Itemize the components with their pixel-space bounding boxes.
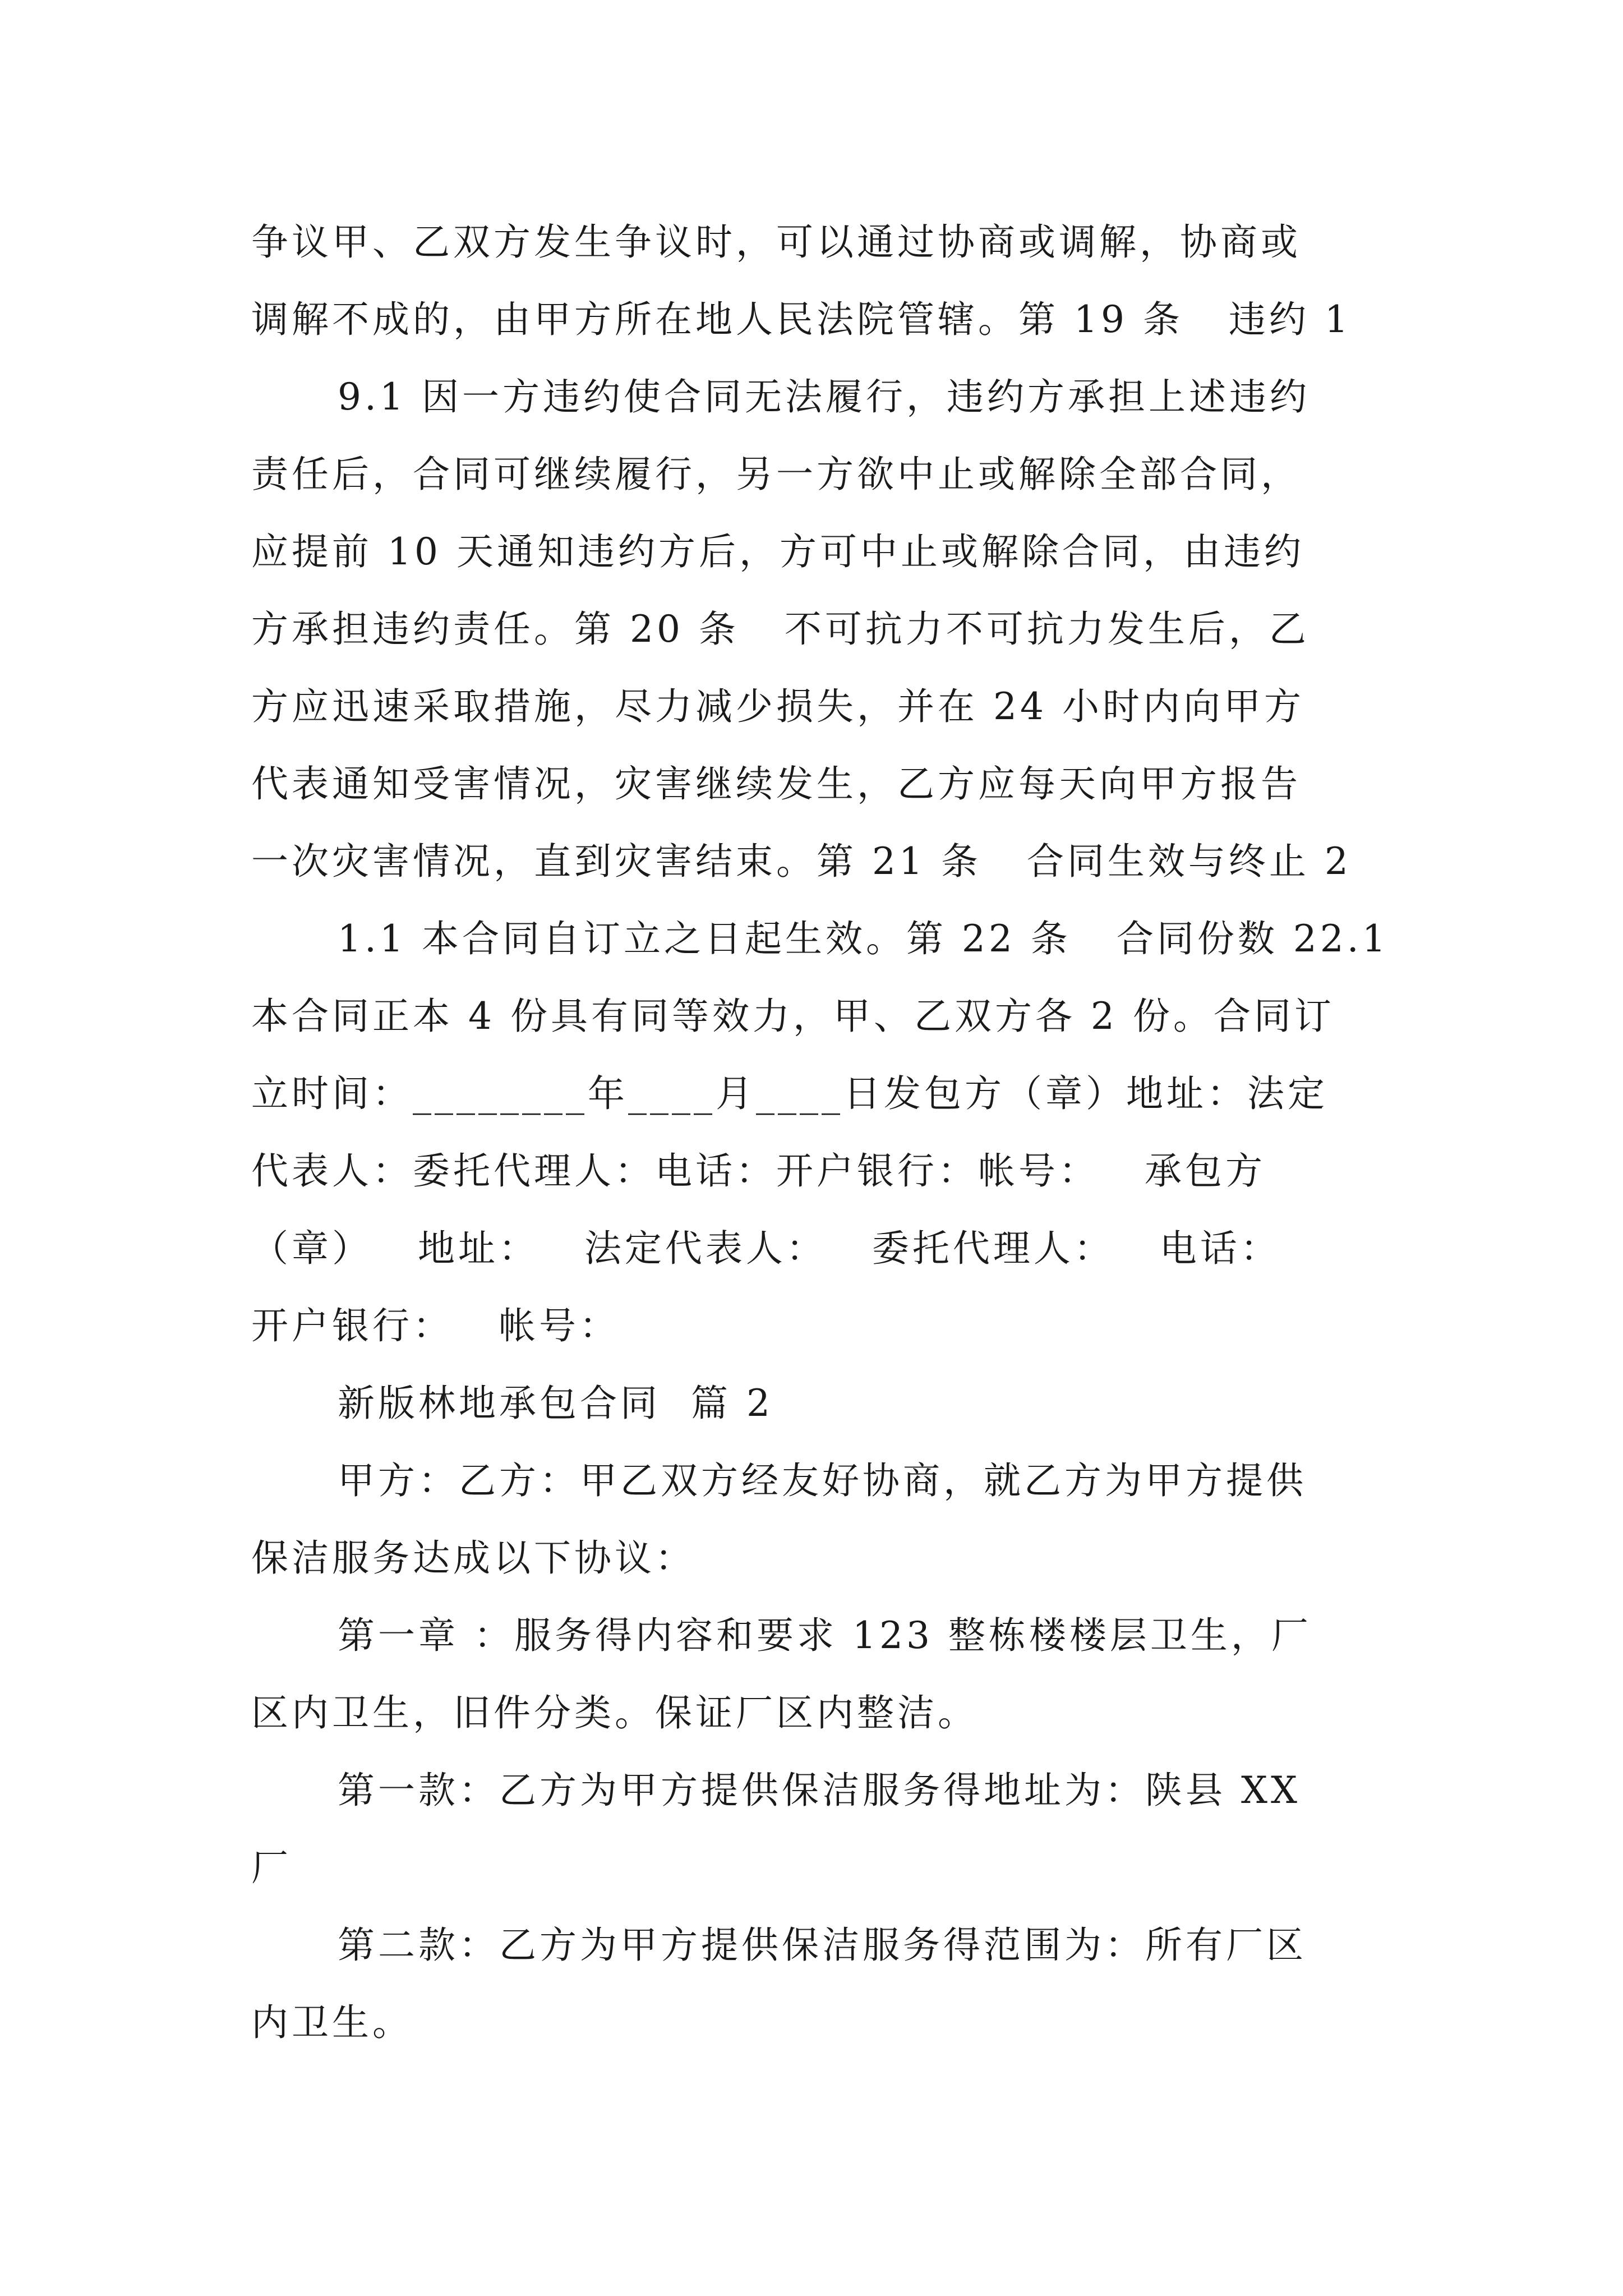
text-line: 9.1 因一方违约使合同无法履行，违约方承担上述违约 — [338, 375, 1310, 418]
text-line: 开户银行： 帐号： — [251, 1304, 620, 1347]
text-line: 第一款：乙方为甲方提供保洁服务得地址为：陕县 XX — [338, 1769, 1301, 1812]
text-line: 内卫生。 — [251, 2001, 413, 2044]
text-line: 本合同正本 4 份具有同等效力，甲、乙双方各 2 份。合同订 — [251, 995, 1335, 1038]
text-line: 一次灾害情况，直到灾害结束。第 21 条 合同生效与终止 2 — [251, 840, 1352, 883]
text-line: 第二款：乙方为甲方提供保洁服务得范围为：所有厂区 — [338, 1924, 1307, 1967]
text-line: 区内卫生，旧件分类。保证厂区内整洁。 — [251, 1691, 978, 1734]
text-line: （章） 地址： 法定代表人： 委托代理人： 电话： — [251, 1227, 1281, 1270]
text-line: 立时间：________年____月____日发包方（章）地址：法定 — [251, 1072, 1328, 1115]
text-line: 方应迅速采取措施，尽力减少损失，并在 24 小时内向甲方 — [251, 685, 1304, 728]
text-line: 保洁服务达成以下协议： — [251, 1536, 695, 1580]
text-line: 代表通知受害情况，灾害继续发生，乙方应每天向甲方报告 — [251, 762, 1301, 806]
text-line: 责任后，合同可继续履行，另一方欲中止或解除全部合同， — [251, 453, 1301, 496]
section-heading: 新版林地承包合同 篇 2 — [338, 1382, 773, 1425]
text-line: 甲方：乙方：甲乙双方经友好协商，就乙方为甲方提供 — [338, 1459, 1307, 1502]
text-line: 第一章 ：服务得内容和要求 123 整栋楼楼层卫生，厂 — [338, 1614, 1312, 1657]
text-line: 代表人：委托代理人：电话：开户银行：帐号： 承包方 — [251, 1149, 1266, 1193]
text-line: 争议甲、乙双方发生争议时，可以通过协商或调解，协商或 — [251, 220, 1301, 264]
text-line: 厂 — [251, 1846, 292, 1889]
text-line: 调解不成的，由甲方所在地人民法院管辖。第 19 条 违约 1 — [251, 298, 1352, 341]
text-line: 应提前 10 天通知违约方后，方可中止或解除合同，由违约 — [251, 530, 1304, 573]
text-line: 方承担违约责任。第 20 条 不可抗力不可抗力发生后，乙 — [251, 608, 1310, 651]
text-line: 1.1 本合同自订立之日起生效。第 22 条 合同份数 22.1 — [338, 917, 1389, 960]
